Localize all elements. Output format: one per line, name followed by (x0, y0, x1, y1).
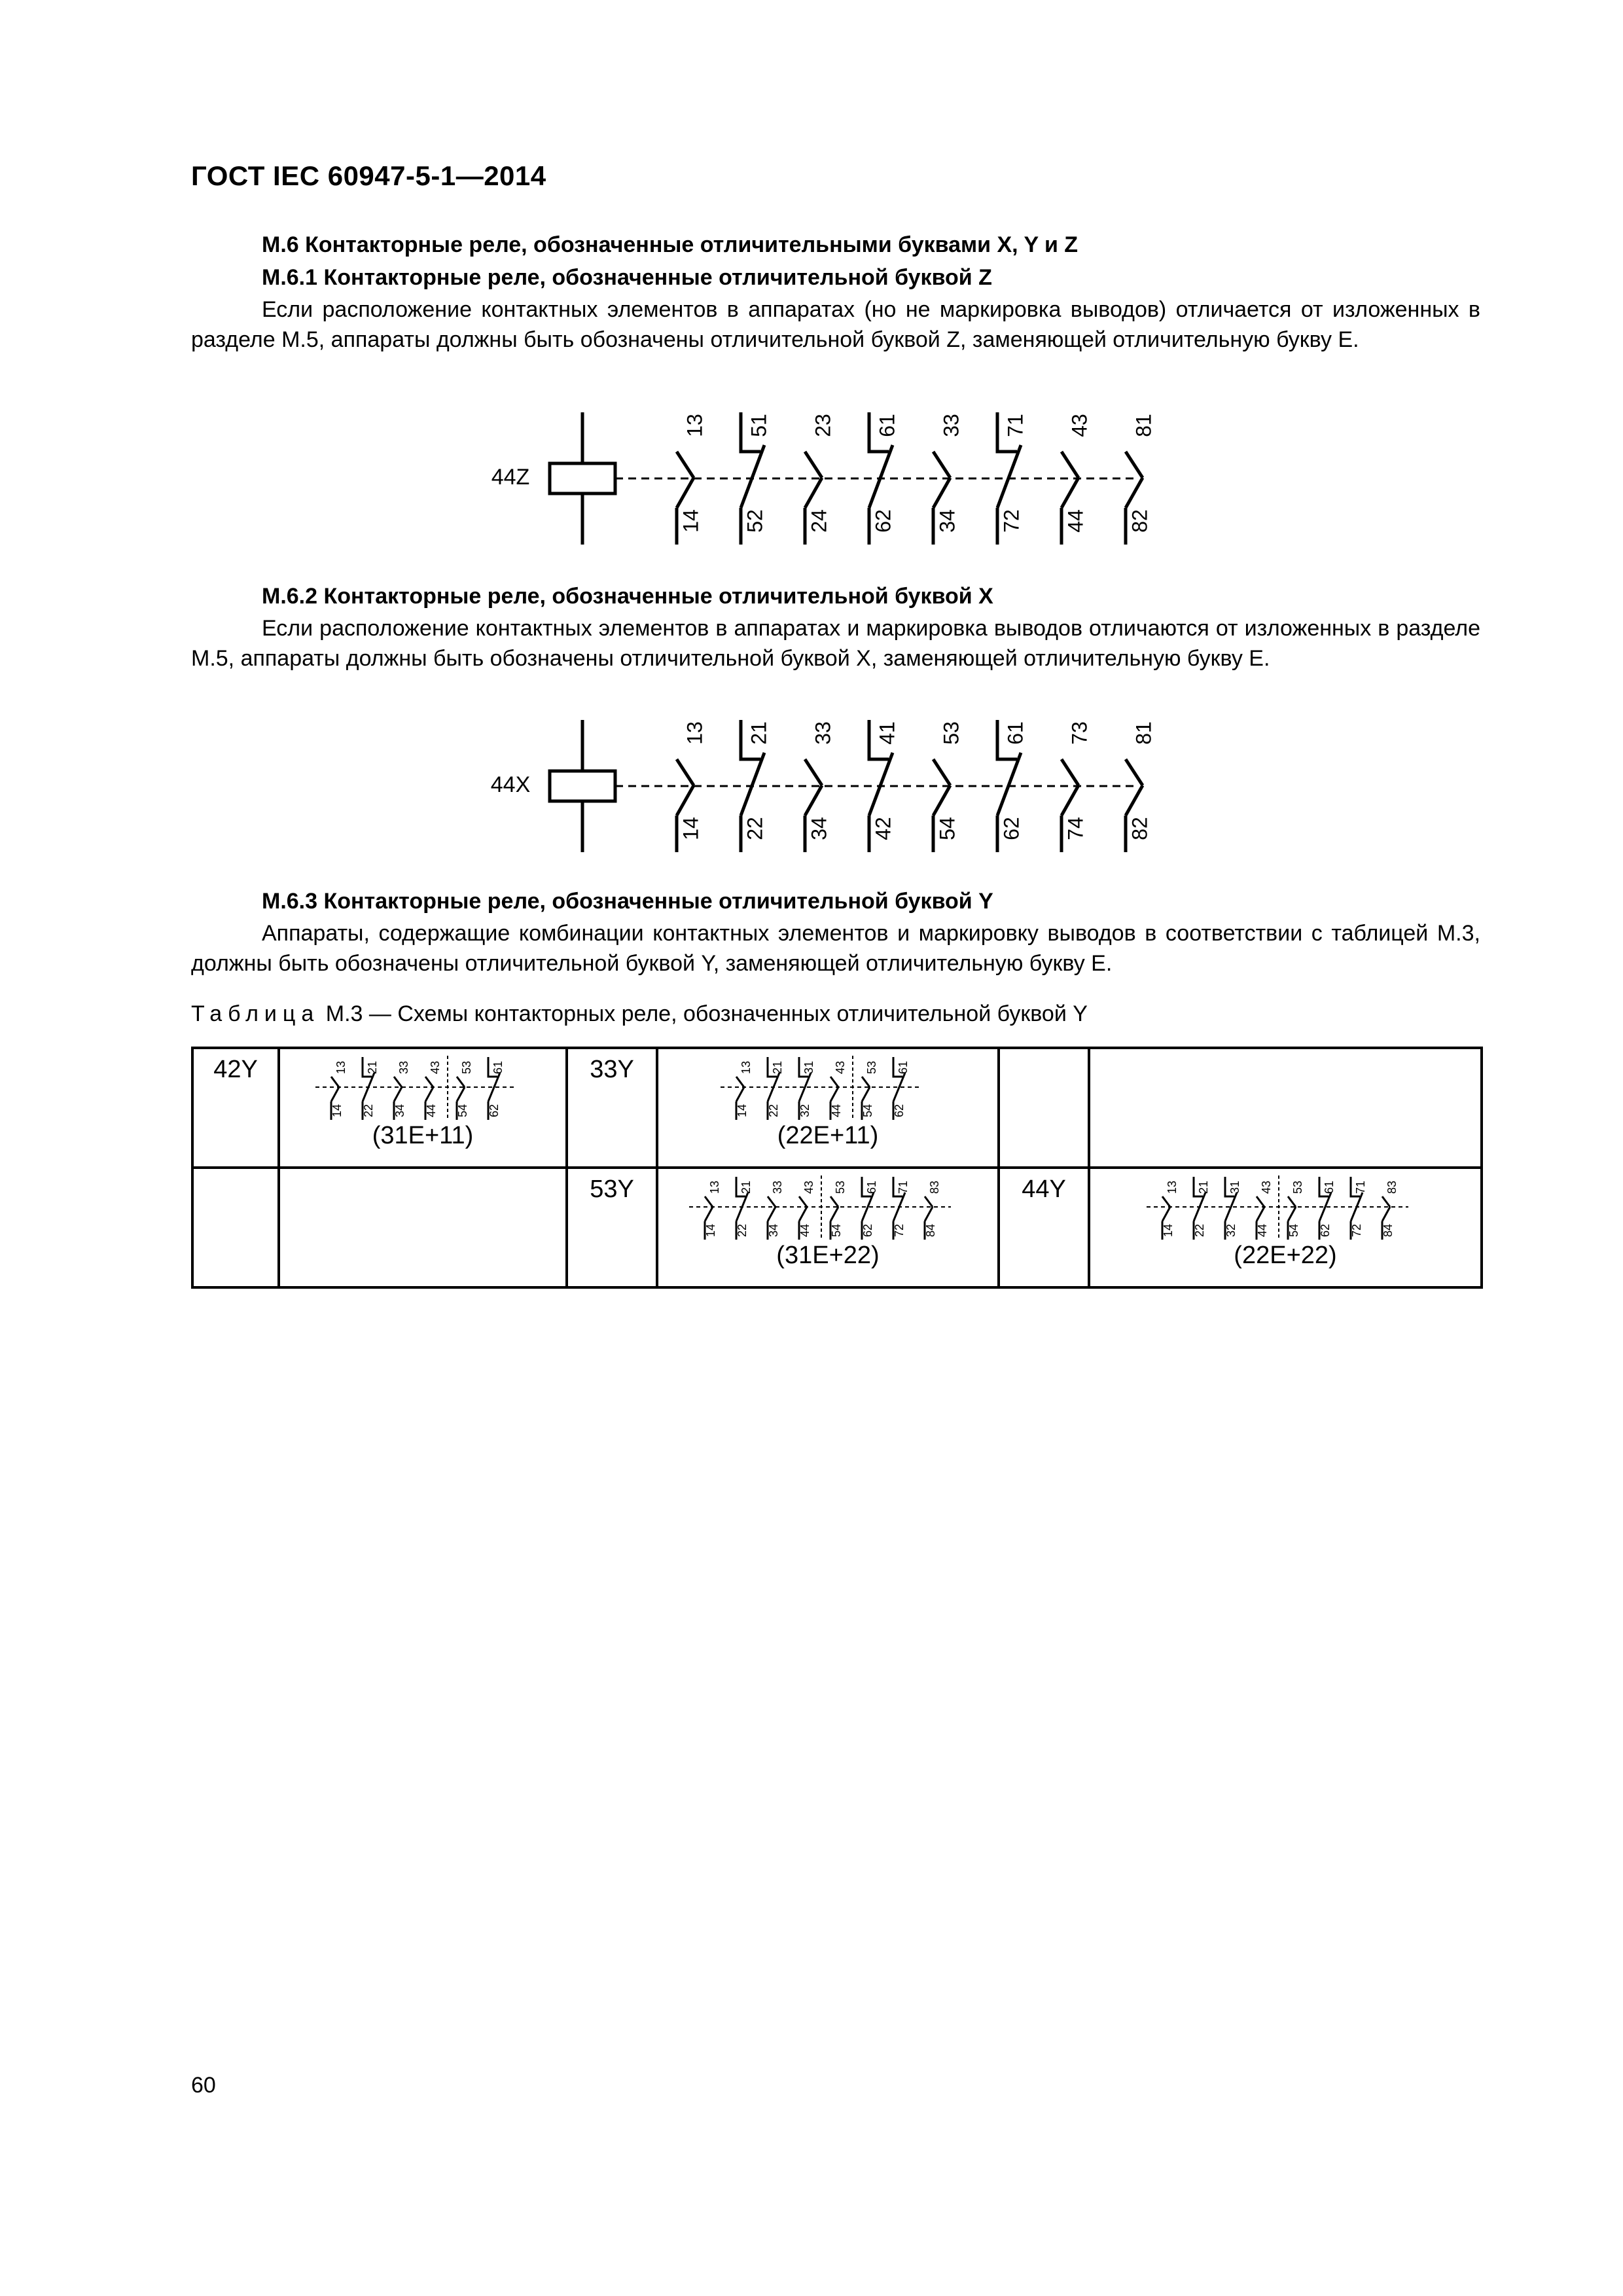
contact-73-blade (1061, 785, 1079, 816)
contact-21-blade (741, 753, 764, 816)
mini-contact-43-blade (425, 1087, 433, 1102)
terminal-label-bottom: 24 (807, 509, 831, 533)
mini-contact-13-bar (331, 1077, 339, 1087)
mini-terminal-label-bottom: 32 (798, 1103, 812, 1118)
terminal-label-bottom: 54 (935, 817, 959, 840)
mini-terminal-label-bottom: 14 (330, 1103, 344, 1118)
section-heading-m61: M.6.1 Контакторные реле, обозначенные отличительной буквой Z (262, 265, 992, 290)
scheme-formula: (22E+22) (1234, 1242, 1337, 1269)
mini-contact-83-blade (925, 1207, 933, 1221)
contact-81-blade (1126, 478, 1143, 508)
coil-symbol (550, 771, 615, 801)
terminal-label-top: 61 (1003, 721, 1027, 745)
scheme-formula: (31E+11) (372, 1122, 474, 1149)
mini-contact-53-blade (1288, 1207, 1296, 1221)
mini-contact-13-blade (331, 1087, 339, 1102)
table-scheme-cell (279, 1048, 567, 1168)
mini-terminal-label-top: 21 (1196, 1180, 1210, 1194)
mini-contact-13-blade (705, 1207, 713, 1221)
mini-terminal-label-bottom: 22 (1192, 1223, 1206, 1238)
terminal-label-top: 33 (939, 414, 963, 437)
contact-scheme (1144, 1174, 1427, 1242)
table-scheme-cell (1089, 1048, 1482, 1168)
mini-terminal-label-bottom: 34 (393, 1103, 406, 1118)
terminal-label-top: 61 (875, 414, 899, 437)
terminal-label-bottom: 42 (871, 817, 895, 840)
terminal-label-bottom: 22 (743, 817, 767, 840)
terminal-label-bottom: 14 (679, 509, 703, 533)
mini-terminal-label-top: 53 (865, 1060, 878, 1075)
mini-terminal-label-bottom: 84 (923, 1223, 937, 1238)
mini-contact-43-bar (799, 1196, 807, 1207)
mini-terminal-label-top: 61 (1322, 1180, 1336, 1194)
terminal-label-top: 33 (811, 721, 835, 745)
mini-terminal-label-bottom: 54 (861, 1103, 874, 1118)
mini-terminal-label-top: 13 (707, 1180, 721, 1194)
mini-terminal-label-bottom: 62 (861, 1223, 874, 1238)
mini-terminal-label-top: 61 (491, 1060, 505, 1075)
mini-contact-43-blade (1257, 1207, 1264, 1221)
contact-43-blade (1061, 478, 1079, 508)
paragraph-m61: Если расположение контактных элементов в аппаратах (но не маркировка выводов) отличается от изложенных в разделе M.5, аппараты должны быть обозначены отличительной буквой Z, заменяющей отличительную букву E. (191, 297, 1480, 352)
table-row (192, 1168, 1482, 1287)
mini-contact-83-bar (1382, 1196, 1390, 1207)
mini-contact-53-bar (862, 1077, 870, 1087)
terminal-label-bottom: 82 (1128, 817, 1152, 840)
contact-13-bar (677, 452, 694, 478)
table-code-cell: 44Y (999, 1168, 1089, 1287)
page-number: 60 (191, 2073, 216, 2098)
paragraph-m63: Аппараты, содержащие комбинации контактных элементов и маркировку выводов в соответствии с таблицей M.3, должны быть обозначены отличительной буквой Y, заменяющей отличительную букву E. (191, 921, 1480, 976)
contact-61-blade (997, 753, 1021, 816)
terminal-label-bottom: 14 (679, 817, 703, 840)
terminal-label-bottom: 62 (871, 509, 895, 533)
mini-terminal-label-bottom: 44 (424, 1103, 438, 1118)
section-heading-m63: M.6.3 Контакторные реле, обозначенные отличительной буквой Y (262, 889, 993, 914)
table-scheme-cell (279, 1168, 567, 1287)
contact-13-blade (677, 785, 694, 816)
terminal-label-bottom: 44 (1063, 509, 1088, 533)
contact-13-bar (677, 759, 694, 785)
mini-contact-13-bar (705, 1196, 713, 1207)
mini-terminal-label-top: 83 (927, 1180, 941, 1194)
table-caption-prefix: Таблица (191, 1001, 320, 1026)
scheme-formula: (31E+22) (776, 1242, 880, 1269)
terminal-label-top: 73 (1067, 721, 1092, 745)
contact-33-bar (805, 759, 822, 785)
table-caption (191, 1001, 1088, 1027)
mini-contact-13-blade (1162, 1207, 1170, 1221)
mini-terminal-label-bottom: 44 (829, 1103, 843, 1118)
mini-terminal-label-top: 83 (1385, 1180, 1399, 1194)
mini-terminal-label-bottom: 54 (1287, 1223, 1300, 1238)
terminal-label-top: 81 (1132, 721, 1156, 745)
contact-41-blade (869, 753, 893, 816)
mini-contact-53-blade (457, 1087, 465, 1102)
mini-terminal-label-bottom: 54 (455, 1103, 469, 1118)
terminal-label-bottom: 82 (1128, 509, 1152, 533)
mini-contact-53-bar (457, 1077, 465, 1087)
mini-terminal-label-top: 43 (802, 1180, 815, 1194)
contact-23-blade (805, 478, 822, 508)
coil-symbol (550, 463, 615, 493)
mini-contact-13-bar (1162, 1196, 1170, 1207)
mini-contact-43-bar (425, 1077, 433, 1087)
contact-61-blade (869, 445, 893, 508)
mini-contact-53-blade (830, 1207, 838, 1221)
mini-terminal-label-top: 31 (802, 1060, 815, 1075)
contact-scheme (718, 1054, 938, 1122)
terminal-label-bottom: 34 (807, 817, 831, 840)
contact-33-blade (933, 478, 950, 508)
terminal-label-top: 13 (683, 721, 707, 745)
contact-13-blade (677, 478, 694, 508)
mini-terminal-label-top: 71 (896, 1180, 910, 1194)
mini-terminal-label-bottom: 14 (704, 1223, 717, 1238)
mini-terminal-label-bottom: 32 (1224, 1223, 1238, 1238)
relay-diagram-44x (484, 700, 1270, 857)
mini-terminal-label-bottom: 14 (1161, 1223, 1175, 1238)
mini-contact-13-bar (736, 1077, 744, 1087)
table-scheme-cell (1089, 1168, 1482, 1287)
scheme-formula: (22E+11) (777, 1122, 879, 1149)
contact-53-blade (933, 785, 950, 816)
terminal-label-top: 43 (1067, 414, 1092, 437)
terminal-label-top: 71 (1003, 414, 1027, 437)
mini-terminal-label-top: 33 (770, 1180, 784, 1194)
table-scheme-cell (657, 1168, 999, 1287)
mini-contact-43-blade (830, 1087, 838, 1102)
terminal-label-bottom: 72 (999, 509, 1024, 533)
mini-contact-43-bar (830, 1077, 838, 1087)
terminal-label-top: 13 (683, 414, 707, 437)
contact-scheme (687, 1174, 969, 1242)
table-caption-text: M.3 — Схемы контакторных реле, обозначенных отличительной буквой Y (319, 1001, 1088, 1026)
terminal-label-bottom: 62 (999, 817, 1024, 840)
mini-terminal-label-top: 43 (1259, 1180, 1273, 1194)
mini-terminal-label-bottom: 44 (798, 1223, 812, 1238)
contact-23-bar (805, 452, 822, 478)
contact-81-bar (1126, 452, 1143, 478)
mini-terminal-label-top: 53 (1291, 1180, 1304, 1194)
mini-contact-53-bar (1288, 1196, 1296, 1207)
mini-terminal-label-top: 21 (770, 1060, 784, 1075)
mini-terminal-label-top: 61 (865, 1180, 878, 1194)
mini-terminal-label-bottom: 72 (892, 1223, 906, 1238)
mini-contact-43-blade (799, 1207, 807, 1221)
document-header: ГОСТ IEC 60947-5-1—2014 (191, 160, 546, 191)
contact-81-bar (1126, 759, 1143, 785)
contact-43-bar (1061, 452, 1079, 478)
mini-terminal-label-bottom: 62 (892, 1103, 906, 1118)
mini-terminal-label-bottom: 22 (361, 1103, 375, 1118)
contact-33-blade (805, 785, 822, 816)
mini-terminal-label-top: 21 (739, 1180, 753, 1194)
mini-terminal-label-top: 53 (459, 1060, 473, 1075)
table-code-cell: 42Y (192, 1048, 279, 1168)
mini-terminal-label-bottom: 34 (766, 1223, 780, 1238)
table-row (192, 1048, 1482, 1168)
mini-contact-83-blade (1382, 1207, 1390, 1221)
terminal-label-bottom: 74 (1063, 817, 1088, 840)
mini-terminal-label-bottom: 72 (1349, 1223, 1363, 1238)
mini-terminal-label-bottom: 62 (1318, 1223, 1332, 1238)
mini-terminal-label-top: 33 (397, 1060, 410, 1075)
paragraph-m62: Если расположение контактных элементов в аппаратах и маркировка выводов отличаются от изложенных в разделе M.5, аппараты должны быть обозначены отличительной буквой X, заменяющей отличительную букву E. (191, 616, 1480, 671)
mini-contact-83-bar (925, 1196, 933, 1207)
mini-terminal-label-bottom: 14 (735, 1103, 749, 1118)
terminal-label-top: 51 (747, 414, 771, 437)
section-heading-m62: M.6.2 Контакторные реле, обозначенные отличительной буквой X (262, 584, 993, 609)
mini-terminal-label-top: 71 (1353, 1180, 1367, 1194)
terminal-label-bottom: 52 (743, 509, 767, 533)
contact-53-bar (933, 759, 950, 785)
mini-terminal-label-top: 61 (896, 1060, 910, 1075)
mini-terminal-label-bottom: 44 (1255, 1223, 1269, 1238)
terminal-label-bottom: 34 (935, 509, 959, 533)
table-code-cell: 53Y (567, 1168, 657, 1287)
mini-contact-33-bar (768, 1196, 776, 1207)
table-code-cell (192, 1168, 279, 1287)
mini-terminal-label-bottom: 54 (829, 1223, 843, 1238)
mini-terminal-label-bottom: 22 (735, 1223, 749, 1238)
mini-contact-33-blade (768, 1207, 776, 1221)
contact-81-blade (1126, 785, 1143, 816)
table-code-cell: 33Y (567, 1048, 657, 1168)
terminal-label-top: 53 (939, 721, 963, 745)
mini-terminal-label-top: 43 (428, 1060, 442, 1075)
section-heading-m6: M.6 Контакторные реле, обозначенные отличительными буквами X, Y и Z (262, 232, 1079, 257)
relay-diagram-44z (484, 393, 1270, 550)
terminal-label-top: 23 (811, 414, 835, 437)
mini-contact-43-bar (1257, 1196, 1264, 1207)
mini-terminal-label-top: 43 (833, 1060, 847, 1075)
contact-33-bar (933, 452, 950, 478)
table-code-cell (999, 1048, 1089, 1168)
mini-contact-53-bar (830, 1196, 838, 1207)
mini-contact-13-blade (736, 1087, 744, 1102)
mini-terminal-label-top: 53 (833, 1180, 847, 1194)
mini-terminal-label-bottom: 22 (766, 1103, 780, 1118)
table-m3 (191, 1047, 1483, 1289)
mini-contact-33-bar (394, 1077, 402, 1087)
contact-73-bar (1061, 759, 1079, 785)
terminal-label-top: 21 (747, 721, 771, 745)
terminal-label-top: 41 (875, 721, 899, 745)
mini-terminal-label-top: 21 (365, 1060, 379, 1075)
mini-contact-33-blade (394, 1087, 402, 1102)
mini-terminal-label-bottom: 84 (1381, 1223, 1395, 1238)
table-scheme-cell (657, 1048, 999, 1168)
contact-scheme (313, 1054, 533, 1122)
mini-terminal-label-top: 13 (739, 1060, 753, 1075)
mini-contact-53-blade (862, 1087, 870, 1102)
terminal-label-top: 81 (1132, 414, 1156, 437)
coil-label: 44Z (491, 465, 530, 490)
mini-terminal-label-top: 31 (1228, 1180, 1241, 1194)
contact-51-blade (741, 445, 764, 508)
mini-terminal-label-top: 13 (1165, 1180, 1179, 1194)
mini-terminal-label-top: 13 (334, 1060, 348, 1075)
contact-71-blade (997, 445, 1021, 508)
coil-label: 44X (490, 772, 531, 797)
mini-terminal-label-bottom: 62 (487, 1103, 501, 1118)
